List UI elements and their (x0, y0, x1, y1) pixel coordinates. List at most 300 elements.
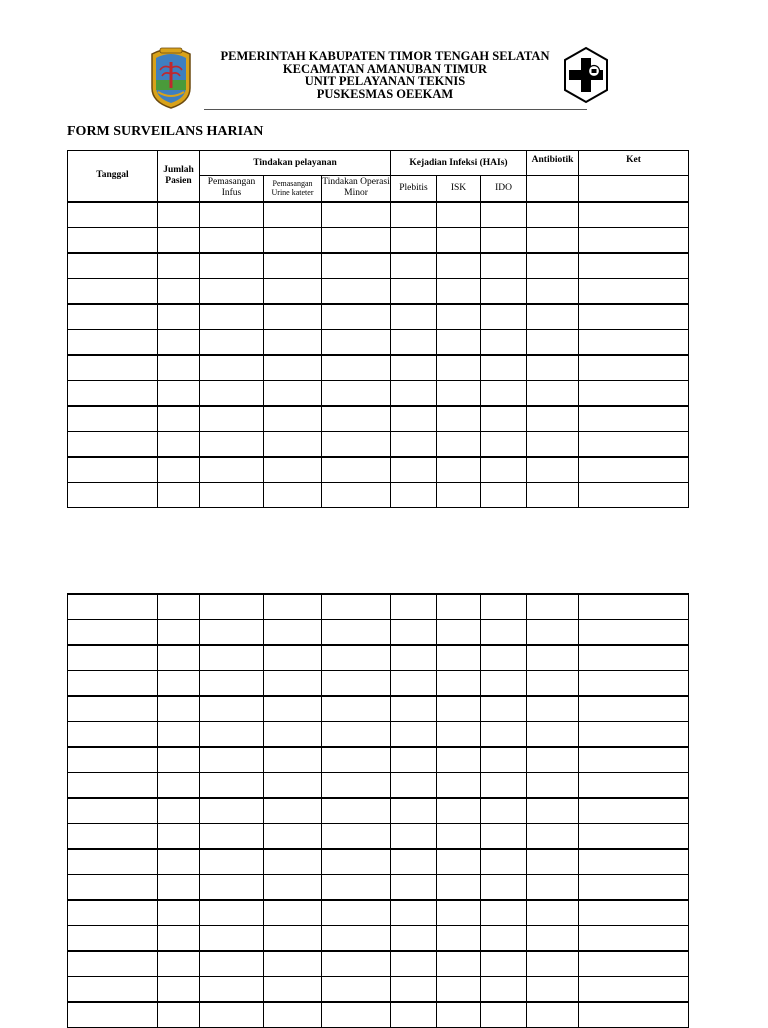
entry-cell[interactable] (391, 482, 437, 508)
entry-cell[interactable] (200, 202, 264, 228)
entry-cell[interactable] (391, 696, 437, 722)
entry-cell[interactable] (200, 824, 264, 850)
entry-cell[interactable] (579, 227, 689, 253)
entry-cell[interactable] (68, 431, 158, 457)
entry-cell[interactable] (68, 696, 158, 722)
entry-cell[interactable] (579, 329, 689, 355)
entry-cell[interactable] (158, 227, 200, 253)
entry-cell[interactable] (264, 696, 322, 722)
entry-cell[interactable] (322, 849, 391, 875)
entry-cell[interactable] (264, 380, 322, 406)
entry-cell[interactable] (437, 722, 481, 748)
entry-cell[interactable] (68, 798, 158, 824)
entry-cell[interactable] (158, 926, 200, 952)
entry-cell[interactable] (200, 747, 264, 773)
entry-cell[interactable] (527, 227, 579, 253)
entry-cell[interactable] (391, 457, 437, 483)
entry-cell[interactable] (322, 722, 391, 748)
entry-cell[interactable] (322, 253, 391, 279)
entry-cell[interactable] (322, 202, 391, 228)
entry-cell[interactable] (264, 620, 322, 646)
entry-cell[interactable] (579, 482, 689, 508)
entry-cell[interactable] (200, 773, 264, 799)
entry-cell[interactable] (437, 329, 481, 355)
entry-cell[interactable] (200, 482, 264, 508)
entry-cell[interactable] (481, 671, 527, 697)
entry-cell[interactable] (437, 798, 481, 824)
entry-cell[interactable] (437, 227, 481, 253)
entry-cell[interactable] (391, 824, 437, 850)
entry-cell[interactable] (481, 849, 527, 875)
entry-cell[interactable] (68, 849, 158, 875)
entry-cell[interactable] (579, 951, 689, 977)
entry-cell[interactable] (68, 355, 158, 381)
entry-cell[interactable] (391, 671, 437, 697)
entry-cell[interactable] (481, 620, 527, 646)
entry-cell[interactable] (527, 620, 579, 646)
entry-cell[interactable] (68, 482, 158, 508)
entry-cell[interactable] (527, 594, 579, 620)
entry-cell[interactable] (322, 875, 391, 901)
entry-cell[interactable] (200, 849, 264, 875)
entry-cell[interactable] (437, 431, 481, 457)
entry-cell[interactable] (264, 773, 322, 799)
header-tindakan-pelayanan: Tindakan pelayanan (200, 151, 391, 176)
entry-cell[interactable] (437, 671, 481, 697)
entry-cell[interactable] (158, 457, 200, 483)
entry-cell[interactable] (527, 773, 579, 799)
entry-cell[interactable] (481, 773, 527, 799)
entry-cell[interactable] (579, 926, 689, 952)
entry-cell[interactable] (391, 278, 437, 304)
entry-cell[interactable] (579, 722, 689, 748)
entry-cell[interactable] (264, 431, 322, 457)
entry-cell[interactable] (527, 747, 579, 773)
entry-cell[interactable] (158, 482, 200, 508)
entry-cell[interactable] (481, 645, 527, 671)
table-row (68, 798, 689, 824)
entry-cell[interactable] (527, 278, 579, 304)
entry-cell[interactable] (158, 253, 200, 279)
entry-cell[interactable] (158, 798, 200, 824)
table-row (68, 773, 689, 799)
entry-cell[interactable] (527, 926, 579, 952)
entry-cell[interactable] (391, 951, 437, 977)
entry-cell[interactable] (68, 773, 158, 799)
entry-cell[interactable] (68, 202, 158, 228)
entry-cell[interactable] (200, 278, 264, 304)
entry-cell[interactable] (437, 406, 481, 432)
entry-cell[interactable] (68, 722, 158, 748)
entry-cell[interactable] (579, 594, 689, 620)
entry-cell[interactable] (481, 227, 527, 253)
entry-cell[interactable] (481, 977, 527, 1003)
entry-cell[interactable] (264, 355, 322, 381)
entry-cell[interactable] (579, 457, 689, 483)
entry-cell[interactable] (264, 202, 322, 228)
entry-cell[interactable] (200, 798, 264, 824)
entry-cell[interactable] (68, 951, 158, 977)
entry-cell[interactable] (391, 977, 437, 1003)
entry-cell[interactable] (68, 875, 158, 901)
entry-cell[interactable] (322, 278, 391, 304)
entry-cell[interactable] (481, 798, 527, 824)
entry-cell[interactable] (391, 747, 437, 773)
table-row (68, 926, 689, 952)
entry-cell[interactable] (579, 406, 689, 432)
entry-cell[interactable] (322, 227, 391, 253)
entry-cell[interactable] (322, 482, 391, 508)
entry-cell[interactable] (579, 849, 689, 875)
entry-cell[interactable] (264, 977, 322, 1003)
table-row (68, 482, 689, 508)
entry-cell[interactable] (437, 482, 481, 508)
entry-cell[interactable] (481, 696, 527, 722)
entry-cell[interactable] (158, 594, 200, 620)
entry-cell[interactable] (322, 747, 391, 773)
entry-cell[interactable] (322, 620, 391, 646)
entry-cell[interactable] (391, 380, 437, 406)
entry-cell[interactable] (437, 900, 481, 926)
entry-cell[interactable] (200, 594, 264, 620)
entry-cell[interactable] (322, 645, 391, 671)
entry-cell[interactable] (322, 951, 391, 977)
entry-cell[interactable] (68, 304, 158, 330)
entry-cell[interactable] (322, 671, 391, 697)
entry-cell[interactable] (579, 900, 689, 926)
entry-cell[interactable] (391, 406, 437, 432)
entry-cell[interactable] (68, 329, 158, 355)
entry-cell[interactable] (264, 824, 322, 850)
entry-cell[interactable] (264, 457, 322, 483)
entry-cell[interactable] (437, 875, 481, 901)
table-row (68, 722, 689, 748)
entry-cell[interactable] (200, 951, 264, 977)
entry-cell[interactable] (322, 798, 391, 824)
entry-cell[interactable] (322, 380, 391, 406)
entry-cell[interactable] (481, 926, 527, 952)
entry-cell[interactable] (579, 202, 689, 228)
table-row (68, 380, 689, 406)
header-line-government: PEMERINTAH KABUPATEN TIMOR TENGAH SELATAN (220, 49, 550, 63)
entry-cell[interactable] (579, 875, 689, 901)
entry-cell[interactable] (579, 824, 689, 850)
entry-cell[interactable] (391, 620, 437, 646)
entry-cell[interactable] (527, 900, 579, 926)
entry-cell[interactable] (200, 875, 264, 901)
entry-cell[interactable] (264, 849, 322, 875)
entry-cell[interactable] (579, 977, 689, 1003)
entry-cell[interactable] (322, 824, 391, 850)
entry-cell[interactable] (158, 671, 200, 697)
entry-cell[interactable] (481, 900, 527, 926)
entry-cell[interactable] (579, 747, 689, 773)
entry-cell[interactable] (527, 329, 579, 355)
entry-cell[interactable] (481, 278, 527, 304)
entry-cell[interactable] (264, 722, 322, 748)
entry-cell[interactable] (158, 304, 200, 330)
entry-cell[interactable] (391, 202, 437, 228)
entry-cell[interactable] (68, 278, 158, 304)
entry-cell[interactable] (437, 355, 481, 381)
entry-cell[interactable] (391, 355, 437, 381)
entry-cell[interactable] (579, 696, 689, 722)
entry-cell[interactable] (200, 696, 264, 722)
entry-cell[interactable] (391, 227, 437, 253)
entry-cell[interactable] (158, 747, 200, 773)
entry-cell[interactable] (481, 457, 527, 483)
entry-cell[interactable] (391, 798, 437, 824)
entry-cell[interactable] (264, 482, 322, 508)
entry-cell[interactable] (527, 671, 579, 697)
entry-cell[interactable] (158, 406, 200, 432)
entry-cell[interactable] (322, 329, 391, 355)
entry-cell[interactable] (579, 431, 689, 457)
entry-cell[interactable] (264, 671, 322, 697)
entry-cell[interactable] (437, 926, 481, 952)
entry-cell[interactable] (481, 594, 527, 620)
entry-cell[interactable] (322, 696, 391, 722)
entry-cell[interactable] (481, 875, 527, 901)
entry-cell[interactable] (579, 645, 689, 671)
entry-cell[interactable] (527, 202, 579, 228)
entry-cell[interactable] (158, 202, 200, 228)
entry-cell[interactable] (200, 645, 264, 671)
entry-cell[interactable] (437, 457, 481, 483)
entry-cell[interactable] (158, 696, 200, 722)
entry-cell[interactable] (200, 304, 264, 330)
entry-cell[interactable] (200, 722, 264, 748)
entry-cell[interactable] (158, 329, 200, 355)
entry-cell[interactable] (264, 594, 322, 620)
header-isk: ISK (437, 176, 481, 202)
entry-cell[interactable] (264, 253, 322, 279)
entry-cell[interactable] (322, 457, 391, 483)
entry-cell[interactable] (391, 431, 437, 457)
entry-cell[interactable] (158, 875, 200, 901)
entry-cell[interactable] (322, 900, 391, 926)
entry-cell[interactable] (68, 900, 158, 926)
entry-cell[interactable] (158, 900, 200, 926)
entry-cell[interactable] (264, 900, 322, 926)
entry-cell[interactable] (158, 849, 200, 875)
entry-cell[interactable] (527, 482, 579, 508)
entry-cell[interactable] (200, 431, 264, 457)
entry-cell[interactable] (437, 849, 481, 875)
entry-cell[interactable] (68, 824, 158, 850)
entry-cell[interactable] (579, 253, 689, 279)
entry-cell[interactable] (527, 253, 579, 279)
entry-cell[interactable] (481, 747, 527, 773)
entry-cell[interactable] (579, 278, 689, 304)
entry-cell[interactable] (68, 594, 158, 620)
entry-cell[interactable] (158, 773, 200, 799)
entry-cell[interactable] (527, 406, 579, 432)
entry-cell[interactable] (322, 977, 391, 1003)
entry-cell[interactable] (481, 202, 527, 228)
entry-cell[interactable] (264, 926, 322, 952)
table-row (68, 645, 689, 671)
entry-cell[interactable] (158, 620, 200, 646)
entry-cell[interactable] (264, 645, 322, 671)
entry-cell[interactable] (322, 406, 391, 432)
entry-cell[interactable] (527, 355, 579, 381)
entry-cell[interactable] (481, 380, 527, 406)
entry-cell[interactable] (527, 380, 579, 406)
entry-cell[interactable] (200, 253, 264, 279)
entry-cell[interactable] (579, 671, 689, 697)
entry-cell[interactable] (158, 278, 200, 304)
entry-cell[interactable] (391, 926, 437, 952)
table-row (68, 696, 689, 722)
entry-cell[interactable] (322, 355, 391, 381)
entry-cell[interactable] (322, 926, 391, 952)
entry-cell[interactable] (437, 977, 481, 1003)
surveillance-table-1 (67, 150, 689, 508)
entry-cell[interactable] (391, 900, 437, 926)
entry-cell[interactable] (68, 977, 158, 1003)
entry-cell[interactable] (158, 951, 200, 977)
entry-cell[interactable] (527, 645, 579, 671)
entry-cell[interactable] (68, 671, 158, 697)
entry-cell[interactable] (322, 431, 391, 457)
entry-cell[interactable] (158, 380, 200, 406)
entry-cell[interactable] (437, 594, 481, 620)
table-row (68, 620, 689, 646)
entry-cell[interactable] (579, 355, 689, 381)
entry-cell[interactable] (391, 594, 437, 620)
entry-cell[interactable] (579, 773, 689, 799)
entry-cell[interactable] (527, 457, 579, 483)
table-row (68, 875, 689, 901)
entry-cell[interactable] (264, 875, 322, 901)
entry-cell[interactable] (200, 406, 264, 432)
entry-cell[interactable] (68, 645, 158, 671)
entry-cell[interactable] (437, 645, 481, 671)
entry-cell[interactable] (481, 482, 527, 508)
entry-cell[interactable] (391, 304, 437, 330)
entry-cell[interactable] (391, 875, 437, 901)
entry-cell[interactable] (481, 951, 527, 977)
entry-cell[interactable] (391, 849, 437, 875)
entry-cell[interactable] (264, 951, 322, 977)
entry-cell[interactable] (391, 253, 437, 279)
entry-cell[interactable] (158, 977, 200, 1003)
entry-cell[interactable] (391, 645, 437, 671)
entry-cell[interactable] (527, 875, 579, 901)
entry-cell[interactable] (158, 431, 200, 457)
entry-cell[interactable] (579, 620, 689, 646)
entry-cell[interactable] (527, 696, 579, 722)
entry-cell[interactable] (437, 747, 481, 773)
entry-cell[interactable] (200, 227, 264, 253)
entry-cell[interactable] (200, 329, 264, 355)
entry-cell[interactable] (527, 951, 579, 977)
entry-cell[interactable] (437, 696, 481, 722)
entry-cell[interactable] (437, 202, 481, 228)
surveillance-table-2 (67, 593, 689, 1028)
entry-cell[interactable] (158, 645, 200, 671)
entry-cell[interactable] (437, 380, 481, 406)
entry-cell[interactable] (437, 253, 481, 279)
entry-cell[interactable] (481, 304, 527, 330)
entry-cell[interactable] (200, 900, 264, 926)
entry-cell[interactable] (264, 798, 322, 824)
entry-cell[interactable] (579, 304, 689, 330)
table-row (68, 849, 689, 875)
entry-cell[interactable] (481, 355, 527, 381)
entry-cell[interactable] (264, 278, 322, 304)
entry-cell[interactable] (437, 278, 481, 304)
entry-cell[interactable] (158, 824, 200, 850)
entry-cell[interactable] (579, 798, 689, 824)
entry-cell[interactable] (391, 329, 437, 355)
table-row (68, 977, 689, 1003)
entry-cell[interactable] (68, 457, 158, 483)
entry-cell[interactable] (527, 431, 579, 457)
entry-cell[interactable] (264, 227, 322, 253)
entry-cell[interactable] (579, 380, 689, 406)
entry-cell[interactable] (68, 620, 158, 646)
entry-cell[interactable] (481, 431, 527, 457)
entry-cell[interactable] (437, 773, 481, 799)
entry-cell[interactable] (200, 620, 264, 646)
entry-cell[interactable] (264, 329, 322, 355)
entry-cell[interactable] (322, 304, 391, 330)
entry-cell[interactable] (68, 747, 158, 773)
entry-cell[interactable] (527, 722, 579, 748)
entry-cell[interactable] (200, 926, 264, 952)
entry-cell[interactable] (391, 773, 437, 799)
entry-cell[interactable] (68, 380, 158, 406)
entry-cell[interactable] (481, 406, 527, 432)
entry-cell[interactable] (68, 926, 158, 952)
entry-cell[interactable] (200, 355, 264, 381)
entry-cell[interactable] (264, 406, 322, 432)
entry-cell[interactable] (322, 594, 391, 620)
entry-cell[interactable] (481, 824, 527, 850)
entry-cell[interactable] (391, 722, 437, 748)
entry-cell[interactable] (322, 773, 391, 799)
entry-cell[interactable] (481, 329, 527, 355)
entry-cell[interactable] (437, 824, 481, 850)
header-pemasangan-infus: Pemasangan Infus (200, 176, 264, 202)
entry-cell[interactable] (264, 747, 322, 773)
entry-cell[interactable] (200, 671, 264, 697)
entry-cell[interactable] (527, 304, 579, 330)
entry-cell[interactable] (527, 798, 579, 824)
entry-cell[interactable] (200, 977, 264, 1003)
entry-cell[interactable] (200, 457, 264, 483)
entry-cell[interactable] (437, 304, 481, 330)
table-row (68, 355, 689, 381)
header-pemasangan-urine-kateter: Pemasangan Urine kateter (264, 176, 322, 202)
entry-cell[interactable] (158, 722, 200, 748)
entry-cell[interactable] (481, 253, 527, 279)
entry-cell[interactable] (264, 304, 322, 330)
entry-cell[interactable] (68, 253, 158, 279)
entry-cell[interactable] (437, 951, 481, 977)
entry-cell[interactable] (158, 355, 200, 381)
entry-cell[interactable] (68, 406, 158, 432)
entry-cell[interactable] (527, 824, 579, 850)
entry-cell[interactable] (527, 977, 579, 1003)
entry-cell[interactable] (437, 620, 481, 646)
entry-cell[interactable] (200, 380, 264, 406)
entry-cell[interactable] (527, 849, 579, 875)
entry-cell[interactable] (481, 722, 527, 748)
entry-cell[interactable] (68, 227, 158, 253)
